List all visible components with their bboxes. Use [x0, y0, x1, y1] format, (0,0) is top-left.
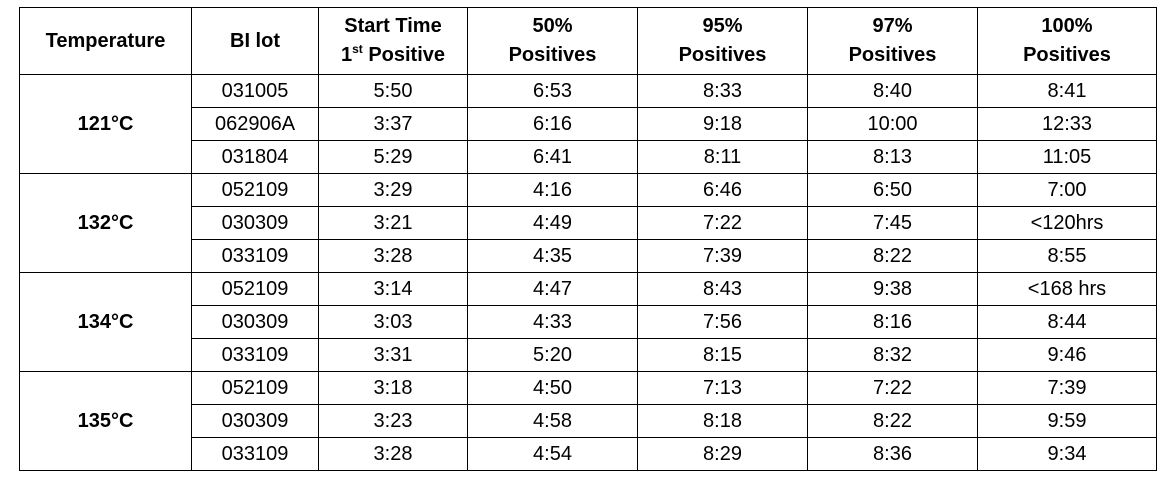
bi-lot-cell: 031005 — [192, 75, 319, 108]
p95-cell: 9:18 — [638, 108, 808, 141]
p97-cell: 8:40 — [808, 75, 978, 108]
header-100-positives — [978, 8, 1157, 75]
header-start-sup: st — [352, 42, 363, 56]
header-start-time — [319, 8, 468, 75]
p95-cell: 8:33 — [638, 75, 808, 108]
p50-cell: 4:33 — [468, 306, 638, 339]
p97-cell: 8:22 — [808, 405, 978, 438]
start-time-cell: 3:28 — [319, 438, 468, 471]
start-time-cell: 3:31 — [319, 339, 468, 372]
header-start-rest: Positive — [362, 44, 446, 66]
header-100-word: Positives — [1023, 44, 1111, 66]
p100-cell: <168 hrs — [978, 273, 1157, 306]
header-50-positives — [468, 8, 638, 75]
p97-cell: 8:16 — [808, 306, 978, 339]
start-time-cell: 3:03 — [319, 306, 468, 339]
p95-cell: 8:29 — [638, 438, 808, 471]
bi-lot-cell: 030309 — [192, 306, 319, 339]
header-95-pct: 95% — [702, 15, 743, 37]
p95-cell: 7:39 — [638, 240, 808, 273]
p97-cell: 8:36 — [808, 438, 978, 471]
p95-cell: 8:15 — [638, 339, 808, 372]
p50-cell: 4:54 — [468, 438, 638, 471]
header-bi-lot: BI lot — [192, 8, 319, 75]
header-97-pct: 97% — [872, 15, 913, 37]
p100-cell: 8:44 — [978, 306, 1157, 339]
header-50-pct: 50% — [532, 15, 573, 37]
p100-cell: 8:55 — [978, 240, 1157, 273]
bi-lot-cell: 052109 — [192, 273, 319, 306]
p100-cell: 7:00 — [978, 174, 1157, 207]
table-row — [20, 75, 1157, 108]
start-time-cell: 3:18 — [319, 372, 468, 405]
p97-cell: 7:22 — [808, 372, 978, 405]
p50-cell: 6:41 — [468, 141, 638, 174]
start-time-cell: 3:23 — [319, 405, 468, 438]
p95-cell: 8:18 — [638, 405, 808, 438]
bi-lot-cell: 052109 — [192, 372, 319, 405]
table-row — [20, 273, 1157, 306]
temperature-cell: 121°C — [20, 75, 192, 174]
header-start-time-line1: Start Time — [344, 15, 442, 37]
temperature-cell: 132°C — [20, 174, 192, 273]
header-95-positives — [638, 8, 808, 75]
p50-cell: 4:16 — [468, 174, 638, 207]
header-row — [20, 8, 1157, 75]
temperature-cell: 135°C — [20, 372, 192, 471]
p95-cell: 7:22 — [638, 207, 808, 240]
p97-cell: 8:22 — [808, 240, 978, 273]
p100-cell: 9:34 — [978, 438, 1157, 471]
header-97-word: Positives — [848, 44, 937, 66]
header-temperature: Temperature — [20, 8, 192, 75]
p100-cell: 7:39 — [978, 372, 1157, 405]
start-time-cell: 5:29 — [319, 141, 468, 174]
table-row — [20, 174, 1157, 207]
p50-cell: 4:47 — [468, 273, 638, 306]
p100-cell: 12:33 — [978, 108, 1157, 141]
start-time-cell: 3:21 — [319, 207, 468, 240]
p95-cell: 6:46 — [638, 174, 808, 207]
bi-lot-cell: 033109 — [192, 438, 319, 471]
p50-cell: 6:53 — [468, 75, 638, 108]
p50-cell: 4:58 — [468, 405, 638, 438]
p95-cell: 8:11 — [638, 141, 808, 174]
p50-cell: 4:50 — [468, 372, 638, 405]
header-50-word: Positives — [508, 44, 597, 66]
table-row — [20, 372, 1157, 405]
header-start-time-line2 — [319, 41, 467, 70]
start-time-cell: 5:50 — [319, 75, 468, 108]
p100-cell: 11:05 — [978, 141, 1157, 174]
p50-cell: 6:16 — [468, 108, 638, 141]
bi-lot-cell: 033109 — [192, 339, 319, 372]
p50-cell: 4:35 — [468, 240, 638, 273]
p100-cell: 9:59 — [978, 405, 1157, 438]
p97-cell: 9:38 — [808, 273, 978, 306]
header-95-word: Positives — [678, 44, 767, 66]
p95-cell: 8:43 — [638, 273, 808, 306]
p50-cell: 4:49 — [468, 207, 638, 240]
bi-lot-cell: 062906A — [192, 108, 319, 141]
p95-cell: 7:56 — [638, 306, 808, 339]
results-table — [19, 7, 1157, 471]
bi-lot-cell: 030309 — [192, 405, 319, 438]
header-97-positives — [808, 8, 978, 75]
start-time-cell: 3:28 — [319, 240, 468, 273]
p100-cell: <120hrs — [978, 207, 1157, 240]
bi-lot-cell: 052109 — [192, 174, 319, 207]
header-start-num: 1 — [340, 44, 353, 66]
bi-lot-cell: 033109 — [192, 240, 319, 273]
p100-cell: 9:46 — [978, 339, 1157, 372]
start-time-cell: 3:37 — [319, 108, 468, 141]
temperature-cell: 134°C — [20, 273, 192, 372]
p97-cell: 7:45 — [808, 207, 978, 240]
p50-cell: 5:20 — [468, 339, 638, 372]
p97-cell: 8:32 — [808, 339, 978, 372]
p100-cell: 8:41 — [978, 75, 1157, 108]
start-time-cell: 3:14 — [319, 273, 468, 306]
start-time-cell: 3:29 — [319, 174, 468, 207]
p95-cell: 7:13 — [638, 372, 808, 405]
header-100-pct: 100% — [1041, 15, 1093, 37]
bi-lot-cell: 030309 — [192, 207, 319, 240]
p97-cell: 8:13 — [808, 141, 978, 174]
bi-lot-cell: 031804 — [192, 141, 319, 174]
p97-cell: 6:50 — [808, 174, 978, 207]
p97-cell: 10:00 — [808, 108, 978, 141]
